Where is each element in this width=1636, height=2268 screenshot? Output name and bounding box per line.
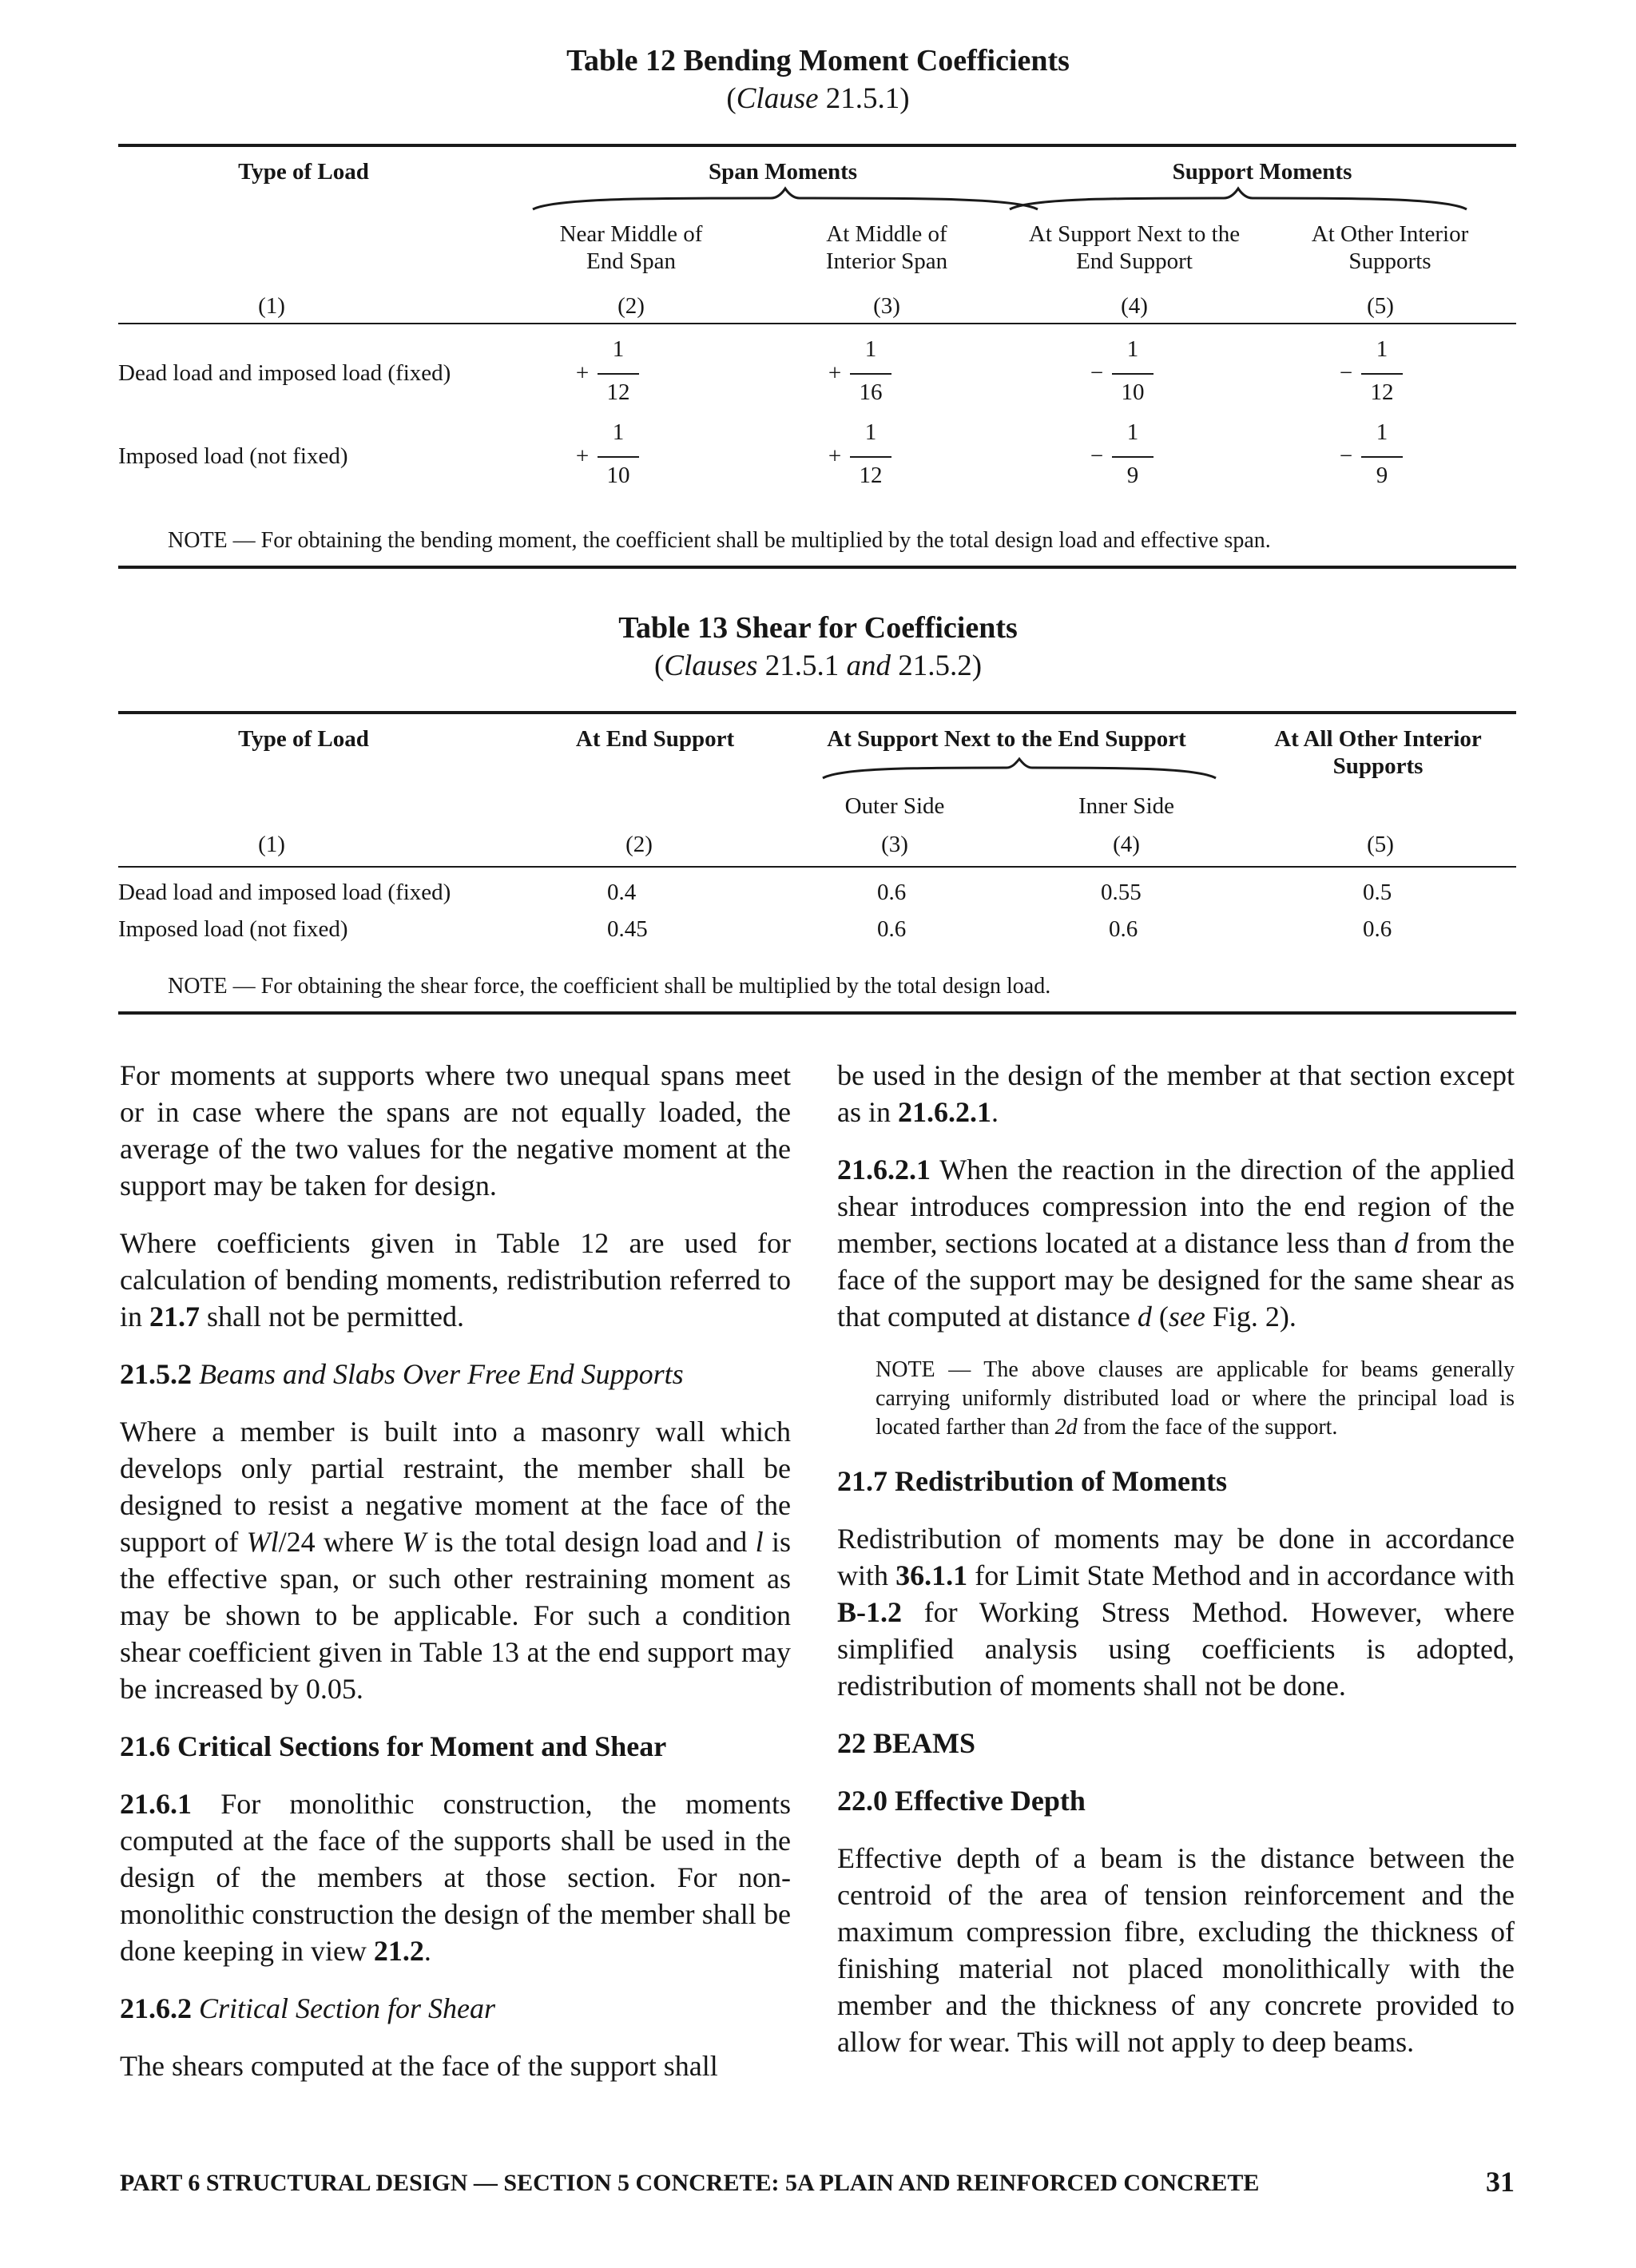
table12-title: Table 12 Bending Moment Coefficients [566,44,1070,77]
table12-header-col5: At Other Interior Supports [1311,221,1469,274]
table12-header-span-moments: Span Moments [708,159,858,185]
table12-row1-col2-fraction: + 1 12 [570,336,658,415]
table12-row2-col5-fraction: − 1 9 [1334,419,1422,498]
table12-header-col2: Near Middle of End Span [559,221,703,274]
table13-header-all-other: At All Other Interior Supports [1274,726,1482,779]
heading-21-6-2: 21.6.2 Critical Section for Shear [120,1992,495,2024]
table12-bottom-rule [118,566,1516,569]
table13-note: NOTE — For obtaining the shear force, the coefficient shall be multiplied by the total design load. [168,974,1051,999]
support-next-brace [821,759,1221,788]
right-p4: Effective depth of a beam is the distance between the centroid of the area of tension reinforcement and the maximum compression fibre, excluding the thickness of finishing material not placed monolithically with the member and the thickness of any concrete provided to allow for wear. This will not apply to deep beams. [837,1842,1515,2058]
table12-row2-col3-fraction: + 1 12 [823,419,911,498]
table13-row2-col2: 0.45 [607,916,648,942]
table12-caption [0,42,1636,118]
table12-row1-col4-fraction: − 1 10 [1085,336,1173,415]
table13-row1-col5: 0.5 [1363,880,1392,905]
table13-row2-col3: 0.6 [877,916,907,942]
table12-row2-col4-fraction: − 1 9 [1085,419,1173,498]
table12-header-support-moments: Support Moments [1172,159,1352,185]
table12-colnum-1: (1) [258,293,285,319]
support-moments-brace [1008,189,1471,220]
table13-colnum-5: (5) [1367,832,1394,857]
table12-colnum-4: (4) [1121,293,1148,319]
page-footer-title: PART 6 STRUCTURAL DESIGN — SECTION 5 CONCRETE: 5A PLAIN AND REINFORCED CONCRETE [120,2170,1260,2196]
heading-22-0: 22.0 Effective Depth [837,1785,1086,1817]
table12-colnum-5: (5) [1367,293,1394,319]
left-p4: 21.6.1 For monolithic construction, the moments computed at the face of the supports shall be used in the design of the members at those section. For non-monolithic construction the design of the member shall be done keeping in view 21.2. [120,1788,791,1967]
right-p1: be used in the design of the member at that section except as in 21.6.2.1. [837,1059,1515,1128]
table12-header-type-of-load: Type of Load [238,159,369,185]
table12-row1-col5-fraction: − 1 12 [1334,336,1422,415]
span-moments-brace [531,189,1042,220]
table12-clause: (Clause 21.5.1) [726,82,910,115]
table12-row1-label: Dead load and imposed load (fixed) [118,360,451,386]
table13-caption [0,609,1636,685]
left-p5: The shears computed at the face of the support shall [120,2050,718,2082]
table13-header-at-support-next: At Support Next to the End Support [827,726,1186,752]
left-column [120,1057,791,2105]
table13-row2-label: Imposed load (not fixed) [118,916,348,942]
table12-header-col4: At Support Next to the End Support [1028,221,1241,274]
table13-row1-col3: 0.6 [877,880,907,905]
table13-row2-col4: 0.6 [1109,916,1138,942]
table13-header-at-end-support: At End Support [575,726,735,752]
table13-header-rule [118,866,1516,868]
table13-header-outer-side: Outer Side [844,793,945,819]
table13-top-rule [118,711,1516,714]
table13-colnum-1: (1) [258,832,285,857]
page-number: 31 [1486,2166,1515,2198]
table13-row1-col4: 0.55 [1101,880,1142,905]
table13-header-inner-side: Inner Side [1078,793,1174,819]
table12-colnum-2: (2) [617,293,645,319]
table12-row2-col2-fraction: + 1 10 [570,419,658,498]
table13-colnum-3: (3) [881,832,908,857]
table13-clause: (Clauses 21.5.1 and 21.5.2) [653,649,983,682]
table13-colnum-4: (4) [1113,832,1140,857]
table13-colnum-2: (2) [625,832,653,857]
table12-row2-label: Imposed load (not fixed) [118,443,348,469]
heading-21-7: 21.7 Redistribution of Moments [837,1465,1227,1497]
table13-row1-col2: 0.4 [607,880,637,905]
table12-note: NOTE — For obtaining the bending moment, the coefficient shall be multiplied by the total design load and effective span. [168,528,1271,553]
table13-title: Table 13 Shear for Coefficients [618,611,1018,645]
left-p2: Where coefficients given in Table 12 are used for calculation of bending moments, redistribution referred to in 21.7 shall not be permitted. [120,1227,791,1333]
heading-21-5-2: 21.5.2 Beams and Slabs Over Free End Supports [120,1358,684,1390]
table13-row1-label: Dead load and imposed load (fixed) [118,880,451,905]
table12-header-rule [118,323,1516,324]
table13-header-type-of-load: Type of Load [238,726,369,752]
right-p2: 21.6.2.1 When the reaction in the direction of the applied shear introduces compression into the end region of the member, sections located at a distance less than d from the face of the support may be designed for the same shear as that computed at distance d (see Fig. 2). [837,1154,1515,1333]
table12-row1-col3-fraction: + 1 16 [823,336,911,415]
table13-row2-col5: 0.6 [1363,916,1392,942]
left-p1: For moments at supports where two unequal spans meet or in case where the spans are not equally loaded, the average of the two values for the negative moment at the support may be taken for design. [120,1059,791,1202]
heading-22: 22 BEAMS [837,1727,976,1759]
right-p3: Redistribution of moments may be done in accordance with 36.1.1 for Limit State Method and in accordance with B-1.2 for Working Stress Method. However, where simplified analysis using coefficients is adopted, redistribution of moments shall not be done. [837,1523,1515,1702]
right-column [837,1057,1515,2081]
right-note: NOTE — The above clauses are applicable for beams generally carrying uniformly distributed load or where the principal load is located farther than 2d from the face of the support. [876,1357,1515,1440]
table12-top-rule [118,144,1516,147]
heading-21-6: 21.6 Critical Sections for Moment and Shear [120,1730,667,1762]
table13-bottom-rule [118,1011,1516,1015]
table12-colnum-3: (3) [873,293,900,319]
left-p3: Where a member is built into a masonry wall which develops only partial restraint, the member shall be designed to resist a negative moment at the face of the support of Wl/24 where W is the total design load and l is the effective span, or such other restraining moment as may be shown to be applicable. For such a condition shear coefficient given in Table 13 at the end support may be increased by 0.05. [120,1416,791,1705]
table12-header-col3: At Middle of Interior Span [825,221,948,274]
